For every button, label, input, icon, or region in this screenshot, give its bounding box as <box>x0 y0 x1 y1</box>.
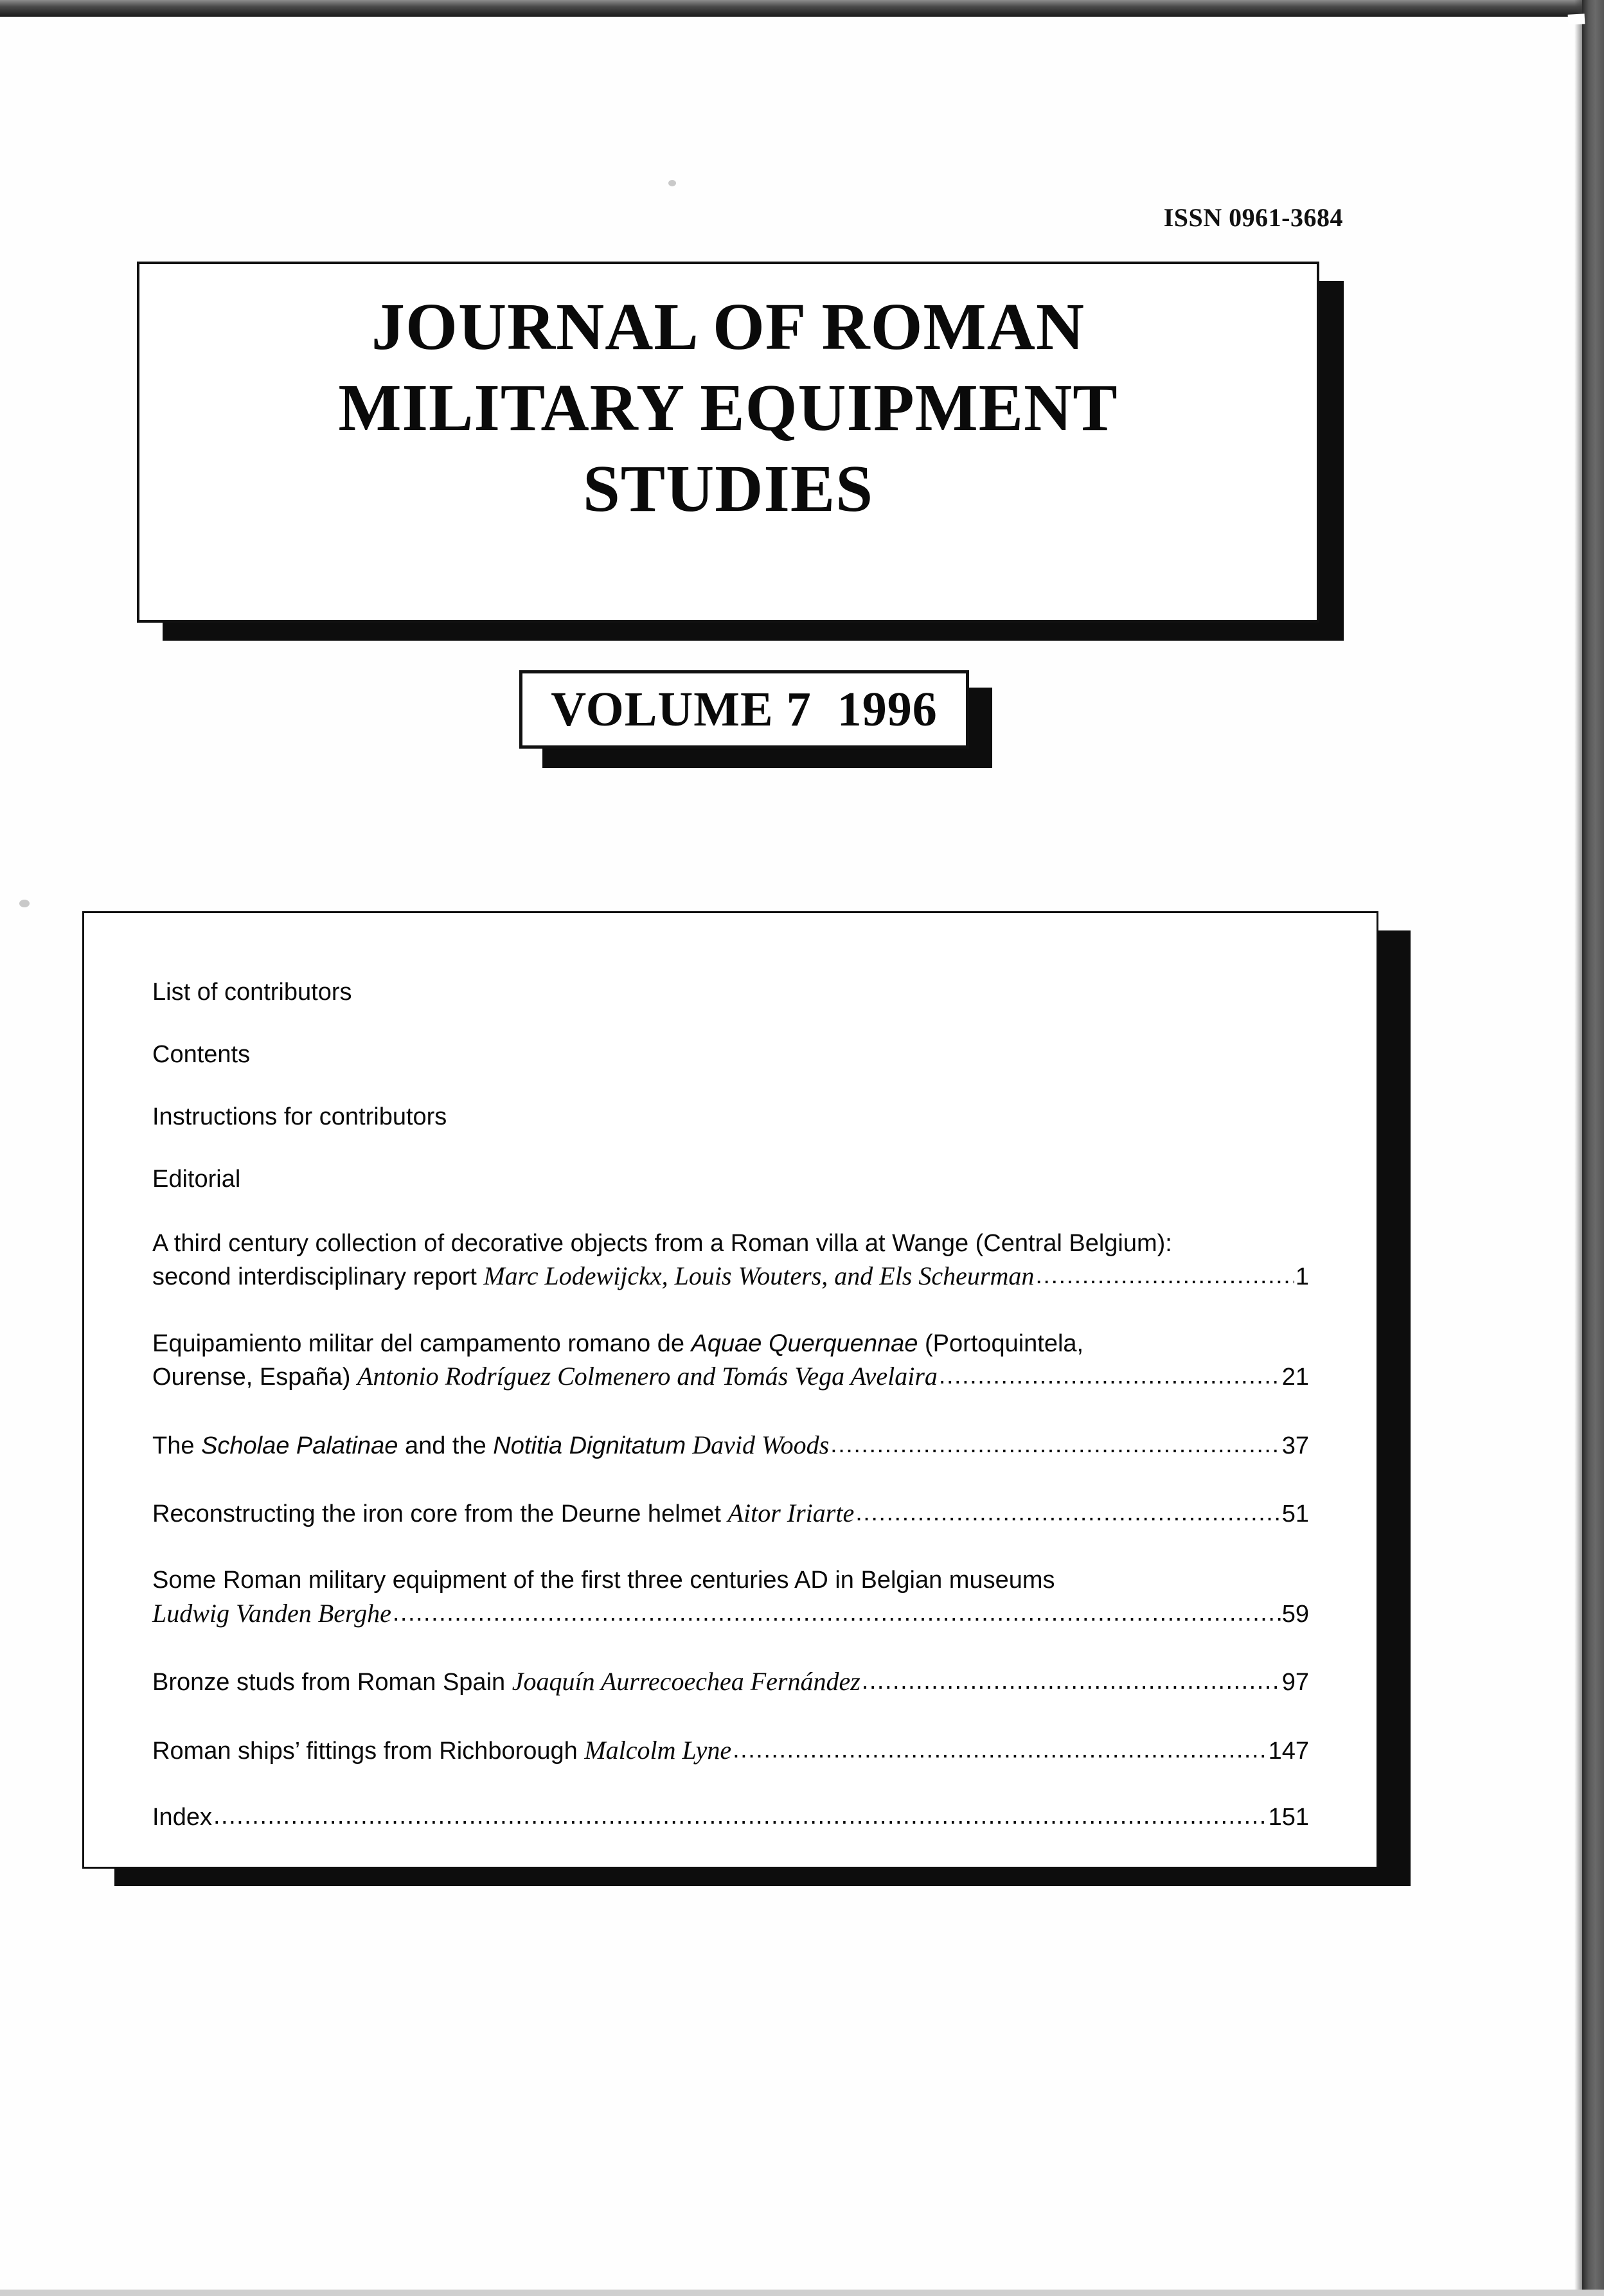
toc-article-authors: Antonio Rodríguez Colmenero and Tomás Vega Avelaira <box>357 1362 938 1391</box>
toc-article-subtitle: second interdisciplinary report <box>152 1263 484 1291</box>
toc-page-number: 37 <box>1281 1432 1309 1459</box>
toc-entry-front-matter <box>152 1166 1309 1193</box>
toc-article-author-line <box>152 1665 1309 1698</box>
volume-label: VOLUME 7 1996 <box>551 682 938 736</box>
toc-article-title-line <box>152 1328 1309 1360</box>
issn-text: ISSN 0961-3684 <box>1163 203 1343 232</box>
toc-label-list-of-contributors: List of contributors <box>152 979 352 1006</box>
toc-label-instructions-for-contributors: Instructions for contributors <box>152 1103 447 1130</box>
toc-entry-front-matter <box>152 1103 1309 1131</box>
dot-leader <box>862 1666 1281 1697</box>
toc-page-number: 51 <box>1281 1500 1309 1527</box>
dot-leader <box>855 1497 1281 1529</box>
toc-article-title: The <box>152 1432 202 1459</box>
journal-title-box <box>137 262 1319 623</box>
dot-leader <box>1035 1260 1294 1292</box>
toc-page-number: 1 <box>1295 1263 1309 1291</box>
volume-box <box>519 670 969 749</box>
toc-article-title: Roman ships’ fittings from Richborough <box>152 1737 585 1765</box>
toc-article-title-italic: Scholae Palatinae <box>201 1432 398 1459</box>
dot-leader <box>393 1597 1281 1629</box>
toc-article-title: A third century collection of decorative objects from a Roman villa at Wange (Central Belgium): <box>152 1230 1172 1257</box>
toc-page-number: 59 <box>1281 1600 1309 1628</box>
toc-index-line <box>152 1802 1309 1833</box>
toc-label-contents: Contents <box>152 1041 251 1068</box>
toc-article-author-line <box>152 1259 1309 1293</box>
toc-article-title-line <box>152 1228 1309 1259</box>
toc-article-authors: Joaquín Aurrecoechea Fernández <box>512 1667 860 1696</box>
dot-leader <box>939 1360 1281 1392</box>
toc-entry-front-matter <box>152 979 1309 1006</box>
toc-article-authors: David Woods <box>686 1430 830 1459</box>
toc-article-authors: Malcolm Lyne <box>584 1735 732 1765</box>
toc-entry-article <box>152 1565 1309 1630</box>
toc-article-title-tail: (Portoquintela, <box>918 1330 1084 1357</box>
page-corner-nick <box>1568 13 1585 24</box>
toc-article-author-line <box>152 1360 1309 1393</box>
toc-article-title-mid: and the <box>398 1432 494 1459</box>
toc-entry-index <box>152 1802 1309 1833</box>
journal-title-line-2: MILITARY EQUIPMENT <box>338 371 1118 445</box>
toc-page-number: 147 <box>1268 1737 1309 1765</box>
scanner-bed-top-edge <box>0 0 1604 17</box>
toc-article-authors: Aitor Iriarte <box>727 1498 855 1527</box>
scanner-bed-right-edge <box>1582 0 1604 2296</box>
toc-entry-article <box>152 1665 1309 1698</box>
toc-entry-article <box>152 1228 1309 1294</box>
toc-article-title: Reconstructing the iron core from the Deurne helmet <box>152 1500 728 1527</box>
toc-entry-article <box>152 1734 1309 1767</box>
toc-article-author-line <box>152 1428 1309 1462</box>
dot-leader <box>213 1801 1267 1832</box>
toc-entry-article <box>152 1497 1309 1530</box>
dot-leader <box>830 1429 1281 1461</box>
toc-entry-front-matter <box>152 1041 1309 1069</box>
toc-article-title-italic: Aquae Querquennae <box>691 1330 918 1357</box>
toc-article-author-line <box>152 1734 1309 1767</box>
scan-speck <box>19 900 30 907</box>
toc-article-author-line <box>152 1497 1309 1530</box>
toc-entry-article <box>152 1328 1309 1394</box>
toc-article-title-italic-2: Notitia Dignitatum <box>493 1432 686 1459</box>
dot-leader <box>733 1734 1267 1766</box>
toc-article-title: Equipamiento militar del campamento romano de <box>152 1330 691 1357</box>
toc-article-authors: Ludwig Vanden Berghe <box>152 1598 391 1628</box>
toc-article-title: Some Roman military equipment of the first three centuries AD in Belgian museums <box>152 1567 1055 1594</box>
toc-label-editorial: Editorial <box>152 1166 241 1193</box>
toc-article-title: Bronze studs from Roman Spain <box>152 1669 512 1696</box>
scanner-bed-bottom-edge <box>0 2290 1604 2296</box>
toc-page-number: 97 <box>1281 1669 1309 1696</box>
toc-entry-article <box>152 1428 1309 1462</box>
toc-article-title-line <box>152 1565 1309 1596</box>
toc-index-label: Index <box>152 1803 212 1831</box>
toc-article-author-line <box>152 1597 1309 1630</box>
journal-title-line-3: STUDIES <box>582 452 874 526</box>
toc-article-authors: Marc Lodewijckx, Louis Wouters, and Els Scheurman <box>483 1261 1035 1291</box>
table-of-contents <box>152 979 1309 1833</box>
contents-box <box>82 911 1378 1869</box>
toc-page-number: 21 <box>1281 1364 1309 1391</box>
journal-title-line-1: JOURNAL OF ROMAN <box>371 290 1085 364</box>
toc-article-subtitle: Ourense, España) <box>152 1364 357 1391</box>
scan-speck <box>668 180 676 186</box>
scanner-bed-right-fade <box>1574 0 1582 2296</box>
toc-page-number: 151 <box>1268 1803 1309 1831</box>
